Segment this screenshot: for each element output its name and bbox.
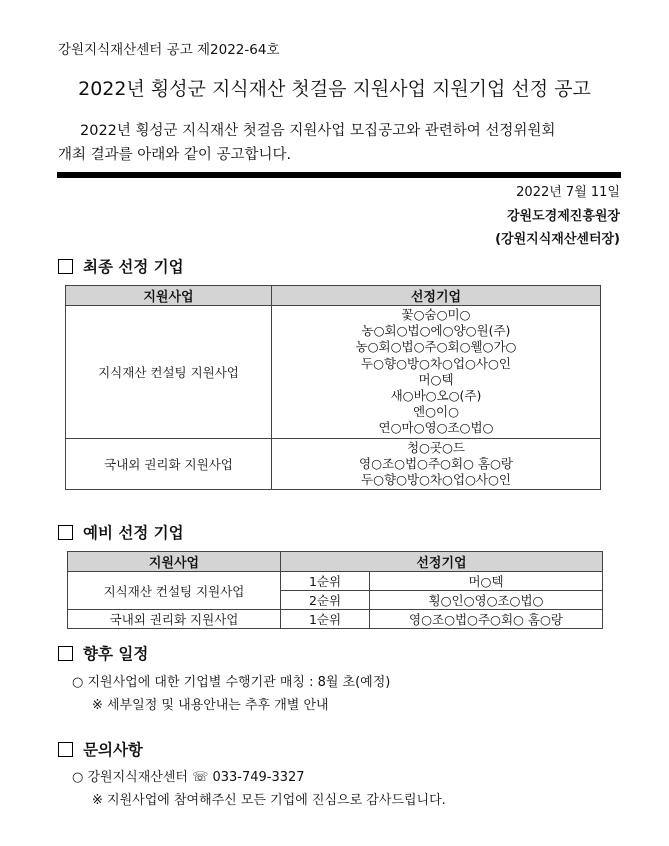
divider-rule xyxy=(57,172,621,178)
contact-note: ※ 지원사업에 참여해주신 모든 기업에 진심으로 감사드립니다. xyxy=(92,793,446,808)
intro-line-1: 2022년 횡성군 지식재산 첫걸음 지원사업 모집공고와 관련하여 선정위원회 xyxy=(80,123,556,139)
company-name: 두○향○방○차○업○사○인 xyxy=(361,472,511,488)
checkbox-square-icon xyxy=(58,646,73,661)
checkbox-square-icon xyxy=(58,742,73,757)
company-name: 농○회○법○주○회○웰○가○ xyxy=(355,339,517,355)
checkbox-square-icon xyxy=(58,259,73,274)
schedule-note: ※ 세부일정 및 내용안내는 추후 개별 안내 xyxy=(92,698,329,713)
section-contact-heading xyxy=(58,738,143,760)
table-row xyxy=(68,610,603,629)
program-cell: 지식재산 컨설팅 지원사업 xyxy=(66,306,272,439)
company-list-cell xyxy=(272,438,601,490)
notice-number: 강원지식재산센터 공고 제2022-64호 xyxy=(58,42,280,58)
col-header-program: 지원사업 xyxy=(66,286,272,306)
final-selection-table xyxy=(65,285,601,490)
section-schedule-title: 향후 일정 xyxy=(83,645,149,663)
section-reserve-heading xyxy=(58,521,184,543)
section-contact-title: 문의사항 xyxy=(83,741,143,759)
company-name: 연○마○영○조○법○ xyxy=(378,420,494,436)
col-header-companies: 선정기업 xyxy=(272,286,601,306)
company-name: 청○곳○드 xyxy=(406,439,466,455)
company-cell: 머○텍 xyxy=(370,572,603,591)
rank-cell: 1순위 xyxy=(281,610,370,629)
program-cell: 국내외 권리화 지원사업 xyxy=(68,610,281,629)
checkbox-square-icon xyxy=(58,525,73,540)
company-name: 새○바○오○(주) xyxy=(390,388,482,404)
company-list-cell xyxy=(272,306,601,439)
schedule-item: ○ 지원사업에 대한 기업별 수행기관 매칭 : 8월 초(예정) xyxy=(72,675,391,690)
program-cell: 국내외 권리화 지원사업 xyxy=(66,438,272,490)
rank-cell: 2순위 xyxy=(281,591,370,610)
intro-line-2: 개최 결과를 아래와 같이 공고합니다. xyxy=(58,147,292,163)
intro-paragraph xyxy=(58,119,618,167)
section-final-title: 최종 선정 기업 xyxy=(83,258,184,276)
company-name: 두○향○방○차○업○사○인 xyxy=(361,355,511,371)
company-name: 엔○이○ xyxy=(413,404,459,420)
col-header-program: 지원사업 xyxy=(68,552,281,572)
table-header-row xyxy=(66,286,601,306)
issuer-subtitle: (강원지식재산센터장) xyxy=(495,232,620,247)
contact-item: ○ 강원지식재산센터 ☏ 033-749-3327 xyxy=(72,770,305,785)
company-name: 농○회○법○에○양○원(주) xyxy=(361,323,511,339)
table-row xyxy=(68,572,603,591)
section-schedule-heading xyxy=(58,642,148,664)
rank-cell: 1순위 xyxy=(281,572,370,591)
table-row xyxy=(66,438,601,490)
company-name: 영○조○법○주○회○ 홈○랑 xyxy=(359,455,513,471)
program-cell: 지식재산 컨설팅 지원사업 xyxy=(68,572,281,610)
section-final-heading xyxy=(58,255,184,277)
company-name: 꽃○숨○미○ xyxy=(401,307,471,322)
table-row xyxy=(66,306,601,439)
reserve-selection-table xyxy=(67,551,603,629)
company-cell: 횡○인○영○조○법○ xyxy=(370,591,603,610)
notice-date: 2022년 7월 11일 xyxy=(516,185,620,200)
table-header-row xyxy=(68,552,603,572)
issuer-name: 강원도경제진흥원장 xyxy=(506,209,620,224)
company-name: 머○텍 xyxy=(418,371,454,387)
document-title: 2022년 횡성군 지식재산 첫걸음 지원사업 지원기업 선정 공고 xyxy=(78,78,591,100)
section-reserve-title: 예비 선정 기업 xyxy=(83,524,184,542)
col-header-companies: 선정기업 xyxy=(281,552,603,572)
company-cell: 영○조○법○주○회○ 홈○랑 xyxy=(370,610,603,629)
